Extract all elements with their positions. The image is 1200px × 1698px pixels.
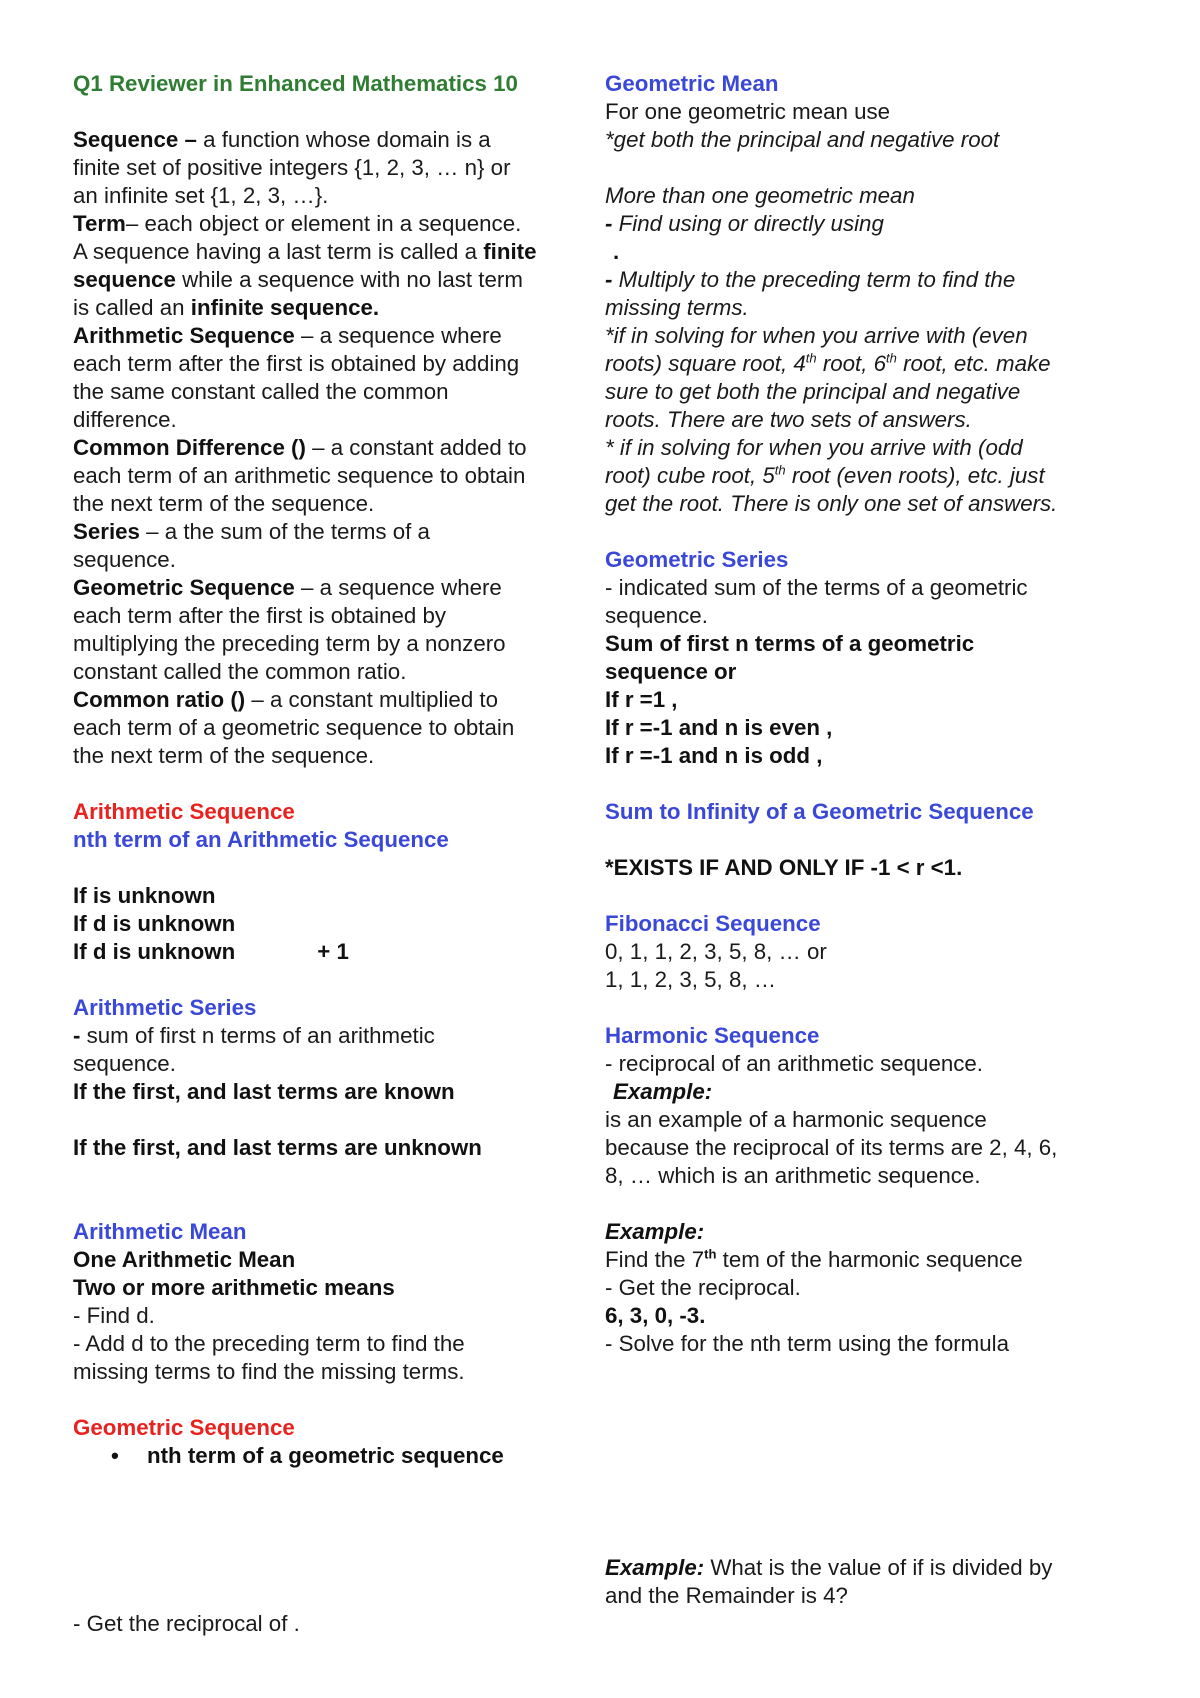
text-line: roots. There are two sets of answers. [605,407,972,432]
formula-label: sequence or [605,659,737,684]
text-line: roots) square root, 4th root, 6th root, etc. make [605,350,1051,376]
text-line: get the root. There is only one set of answers. [605,491,1058,516]
text-line: each term of a geometric sequence to obtain [73,715,515,740]
document-title: Q1 Reviewer in Enhanced Mathematics 10 [73,71,518,96]
def-arithmetic-line: Arithmetic Sequence – a sequence where [73,323,502,348]
def-term-line: Term– each object or element in a sequence. [73,211,522,236]
formula-label: If the first, and last terms are known [73,1079,455,1104]
right-column [605,70,1125,1610]
text-line: * if in solving for when you arrive with (odd [605,435,1023,460]
def-geometric-term: Geometric Sequence [73,575,295,600]
text-line: - Find using or directly using [605,211,884,236]
text-line: *if in solving for when you arrive with (even [605,323,1028,348]
text-line: A sequence having a last term is called a finite [73,239,537,264]
formula-label: One Arithmetic Mean [73,1247,296,1272]
formula-label: Sum of first n terms of a geometric [605,631,975,656]
text-line: - Add d to the preceding term to find the [73,1331,465,1356]
text-line: - reciprocal of an arithmetic sequence. [605,1051,983,1076]
text-line: sequence. [73,547,176,572]
formula-label: If d is unknown [73,911,236,936]
text-line: multiplying the preceding term by a nonzero [73,631,506,656]
bullet-icon: • [111,1443,119,1468]
text-line: each term of an arithmetic sequence to obtain [73,463,526,488]
text-line: is called an infinite sequence. [73,295,380,320]
text-line: - Find d. [73,1303,155,1328]
heading-sum-to-infinity: Sum to Infinity of a Geometric Sequence [605,799,1034,824]
formula-label: If d is unknown + 1 [73,939,349,964]
text-line: 6, 3, 0, -3. [605,1303,706,1328]
formula-label: Two or more arithmetic means [73,1275,395,1300]
text-line: root) cube root, 5th root (even roots), etc. just [605,462,1045,488]
text-line: - sum of first n terms of an arithmetic [73,1023,435,1048]
example-label: Example: [605,1555,705,1580]
def-common-difference-term: Common Difference () [73,435,306,460]
left-column [73,70,593,1638]
formula-label: If r =1 , [605,687,678,712]
text-line: an infinite set {1, 2, 3, …}. [73,183,329,208]
def-series-line: Series – a the sum of the terms of a [73,519,430,544]
text-line: finite set of positive integers {1, 2, 3, … n} or [73,155,511,180]
heading-arithmetic-mean: Arithmetic Mean [73,1219,247,1244]
heading-geometric-series: Geometric Series [605,547,789,572]
heading-fibonacci: Fibonacci Sequence [605,911,821,936]
text-line: Find the 7th tem of the harmonic sequence [605,1246,1023,1272]
text-line: More than one geometric mean [605,183,915,208]
text-line: sequence. [73,1051,176,1076]
text-line: sequence while a sequence with no last term [73,267,523,292]
text-line: - indicated sum of the terms of a geometric [605,575,1028,600]
text-line: sure to get both the principal and negative [605,379,1021,404]
formula-label: *EXISTS IF AND ONLY IF -1 < r <1. [605,855,963,880]
def-sequence-term: Sequence – [73,127,197,152]
heading-nth-term-arithmetic: nth term of an Arithmetic Sequence [73,827,449,852]
text-line: 0, 1, 1, 2, 3, 5, 8, … or [605,939,827,964]
text-line: - Get the reciprocal. [605,1275,801,1300]
heading-harmonic: Harmonic Sequence [605,1023,820,1048]
text-line: the next term of the sequence. [73,491,375,516]
text-line: - Solve for the nth term using the formula [605,1331,1010,1356]
formula-label: If r =-1 and n is even , [605,715,833,740]
text-line: *get both the principal and negative root [605,127,1000,152]
text-line: - Get the reciprocal of . [73,1611,300,1636]
heading-geometric-sequence: Geometric Sequence [73,1415,295,1440]
text-line: the same constant called the common [73,379,449,404]
text-line: each term after the first is obtained by [73,603,447,628]
heading-arithmetic-series: Arithmetic Series [73,995,257,1020]
text-line: Example: What is the value of if is divided by [605,1555,1053,1580]
def-common-difference-line: Common Difference () – a constant added to [73,435,527,460]
text-line: is an example of a harmonic sequence [605,1107,987,1132]
formula-label: If the first, and last terms are unknown [73,1135,482,1160]
text-line: 8, … which is an arithmetic sequence. [605,1163,981,1188]
example-label: Example: [613,1079,713,1104]
text-line: constant called the common ratio. [73,659,407,684]
text-line: sequence. [605,603,708,628]
def-arithmetic-term: Arithmetic Sequence [73,323,295,348]
text-line: and the Remainder is 4? [605,1583,848,1608]
def-common-ratio-term: Common ratio () [73,687,246,712]
def-sequence-line: Sequence – a function whose domain is a [73,127,491,152]
def-geometric-line: Geometric Sequence – a sequence where [73,575,502,600]
def-common-ratio-line: Common ratio () – a constant multiplied to [73,687,499,712]
formula-label: If is unknown [73,883,216,908]
text-line: For one geometric mean use [605,99,891,124]
text-line: 1, 1, 2, 3, 5, 8, … [605,967,777,992]
text-line: difference. [73,407,177,432]
def-term-term: Term [73,211,126,236]
heading-geometric-mean: Geometric Mean [605,71,779,96]
formula-label: If r =-1 and n is odd , [605,743,823,768]
text-line: - Multiply to the preceding term to find the [605,267,1016,292]
text-line: . [613,239,620,264]
def-series-term: Series [73,519,140,544]
text-line: each term after the first is obtained by adding [73,351,520,376]
text-line: the next term of the sequence. [73,743,375,768]
bullet-item: • nth term of a geometric sequence [73,1442,593,1470]
text-line: because the reciprocal of its terms are 2, 4, 6, [605,1135,1058,1160]
heading-arithmetic-sequence: Arithmetic Sequence [73,799,295,824]
example-label: Example: [605,1219,705,1244]
text-line: missing terms to find the missing terms. [73,1359,465,1384]
text-line: missing terms. [605,295,749,320]
